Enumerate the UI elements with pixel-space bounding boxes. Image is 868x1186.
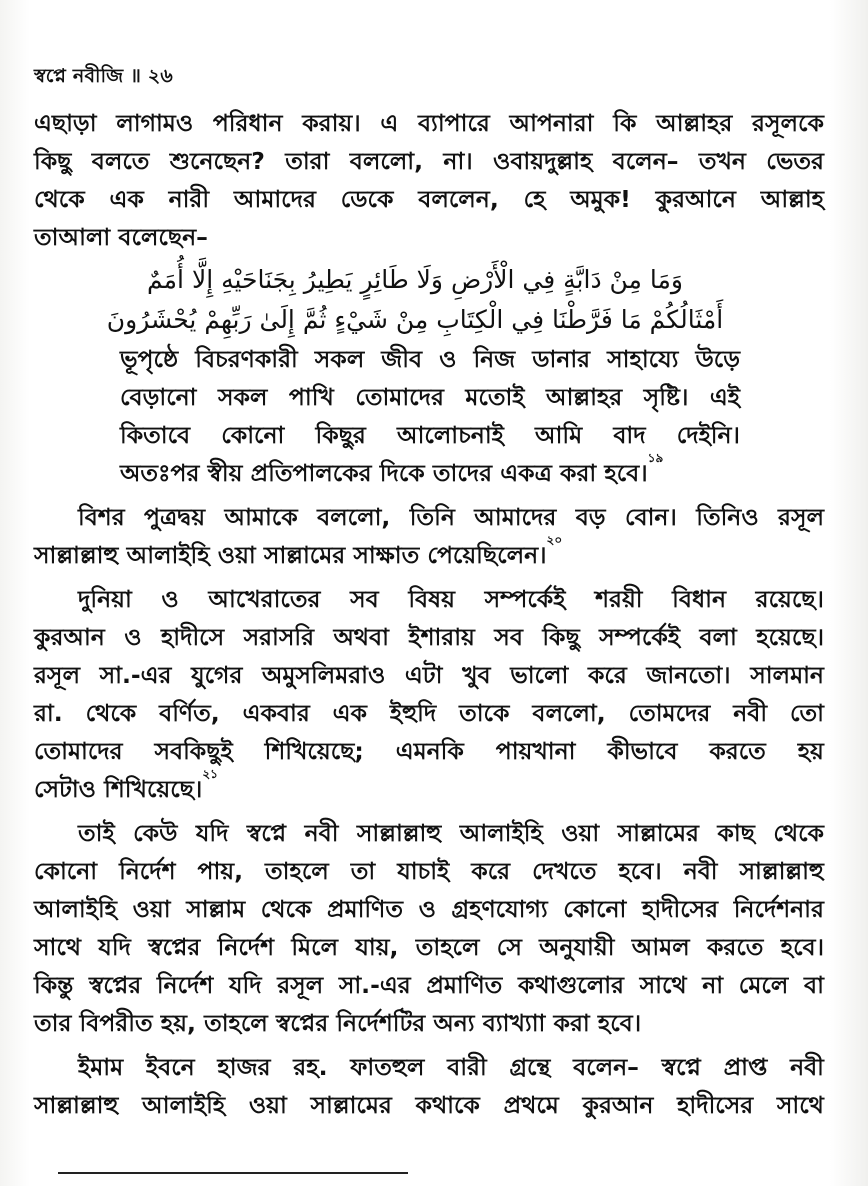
word: এমনকি <box>395 737 464 765</box>
word: কুরআনে <box>655 185 736 213</box>
word: একবার <box>242 699 310 727</box>
word: কথাকে <box>415 1091 480 1119</box>
word: নির্দেশনার <box>733 895 824 923</box>
word: তো <box>789 699 824 727</box>
arabic-line: وَمَا مِنْ دَابَّةٍ فِي الْأَرْضِ وَلَا طَائِرٍ يَطِيرُ بِجَنَاحَيْهِ إِلَّا أُمَمٌ <box>147 265 683 294</box>
text-line <box>120 416 740 454</box>
word: আপনারা <box>509 109 594 137</box>
word: বিশর <box>78 503 125 531</box>
word: বলেন– <box>573 1053 639 1081</box>
word: নবী <box>733 699 768 727</box>
word: যাচাই <box>397 857 450 885</box>
text-line <box>34 180 824 218</box>
word: সা.-এর <box>338 971 411 999</box>
word: আমি <box>535 421 583 449</box>
text-line <box>120 340 740 378</box>
word: পাখি <box>288 383 334 411</box>
word: ইমাম <box>78 1053 124 1081</box>
word: সাল্লামের <box>617 819 699 847</box>
word: রসূল <box>277 971 324 999</box>
word: অমুক! <box>570 185 631 213</box>
word: অথবা <box>333 623 389 651</box>
word: ভেতর <box>766 147 824 175</box>
word: কিতাবে <box>120 421 191 449</box>
word: হয় <box>797 737 824 765</box>
word: আমল <box>631 933 690 961</box>
text-line <box>34 142 824 180</box>
word: কাছ <box>717 819 755 847</box>
word: মেলে <box>738 971 789 999</box>
word: শিখিয়েছে; <box>264 737 364 765</box>
word: এক <box>332 699 367 727</box>
footnote-ref: ১৯ <box>647 451 664 465</box>
word: সাথে <box>639 971 687 999</box>
word: ভূপৃষ্ঠে <box>120 345 179 373</box>
word: জীব <box>381 345 423 373</box>
word: সৃষ্টি। <box>643 383 689 411</box>
word: হে <box>523 185 546 213</box>
word: আল্লাহর <box>545 383 623 411</box>
word: ওয়া <box>248 1091 287 1119</box>
text-line <box>34 966 824 1004</box>
word: আলাইহি <box>459 819 543 847</box>
footnote-ref: ২০ <box>546 533 563 547</box>
word: রয়েছে। <box>755 585 824 613</box>
word: নিজ <box>473 345 516 373</box>
word: এক <box>109 185 144 213</box>
word: করে <box>587 661 627 689</box>
word: প্রমাণিত <box>327 895 403 923</box>
word: সকল <box>314 345 365 373</box>
word: নবী <box>304 819 339 847</box>
word: কীভাবে <box>607 737 678 765</box>
text-line <box>34 498 824 536</box>
word: তা <box>350 857 376 885</box>
word: সাল্লাল্লাহু <box>739 857 824 885</box>
text-line: অতঃপর স্বীয় প্রতিপালকের দিকে তাদের একত্র করা হবে।$^{১৯}$ <box>120 451 664 487</box>
word: আলাইহি <box>34 895 118 923</box>
word: তোমদের <box>628 699 711 727</box>
word: ডেকে <box>340 185 394 213</box>
word: প্রথমে <box>503 1091 559 1119</box>
word: থেকে <box>85 699 137 727</box>
word: এটা <box>404 661 443 689</box>
word: এ <box>380 109 399 137</box>
word: নবী <box>683 857 718 885</box>
word: ডানার <box>532 345 591 373</box>
word: বোন। <box>624 503 677 531</box>
word: করতে <box>706 933 764 961</box>
word: গ্রন্থে <box>509 1053 551 1081</box>
word: রা. <box>34 699 63 727</box>
word: রসূল <box>778 503 824 531</box>
word: না। <box>443 147 473 175</box>
word: হাদীসে <box>160 623 225 651</box>
word: নির্দেশ <box>217 933 275 961</box>
word: থেকে <box>773 819 824 847</box>
word: ওয়া <box>132 895 171 923</box>
word: সাল্লামের <box>310 1091 392 1119</box>
text-line <box>34 1048 824 1086</box>
word: আমাকে <box>224 503 298 531</box>
paragraph-2 <box>34 498 824 574</box>
verse-translation <box>34 340 740 492</box>
word: বিচরণকারী <box>195 345 298 373</box>
word: এছাড়া <box>34 109 97 137</box>
word: রসূল <box>34 661 80 689</box>
word: প্রাপ্ত <box>723 1053 768 1081</box>
word: এই <box>709 383 740 411</box>
arabic-line: أَمْثَالُكُمْ مَا فَرَّطْنَا فِي الْكِتَابِ مِنْ شَيْءٍ ثُمَّ إِلَىٰ رَبِّهِمْ يُحْشَرُونَ <box>106 305 724 334</box>
text-line <box>34 890 824 928</box>
text-line <box>34 618 824 656</box>
word: অনুযায়ী <box>539 933 615 961</box>
word: বর্ণিত, <box>159 699 220 727</box>
word: কোনো <box>221 421 285 449</box>
word: হবে। <box>780 933 824 961</box>
word: মিলে <box>291 933 339 961</box>
text-line <box>34 1086 824 1124</box>
text-line: সেটাও শিখিয়েছে।$^{২১}$ <box>34 767 218 803</box>
word: নবী <box>790 1053 824 1081</box>
word: বলেন– <box>612 147 679 175</box>
word: হাদীসের <box>677 1091 754 1119</box>
word: হাদীসের <box>641 895 719 923</box>
word: কিছুর <box>315 421 366 449</box>
word: ইবনে <box>145 1053 195 1081</box>
page-body <box>34 104 824 1124</box>
text-line: সাল্লাল্লাহু আলাইহি ওয়া সাল্লামের সাক্ষাত পেয়েছিলেন।$^{২০}$ <box>34 533 563 569</box>
text-line <box>34 928 824 966</box>
word: কুরআন <box>34 623 105 651</box>
word: সব <box>350 585 379 613</box>
word: তাহলে <box>415 933 480 961</box>
word: তোমাদের <box>355 383 444 411</box>
footnote-ref: ২১ <box>202 767 218 781</box>
word: কুরআন <box>582 1091 654 1119</box>
word: আলোচনাই <box>396 421 504 449</box>
word: বললো, <box>532 699 606 727</box>
word: যদি <box>195 819 229 847</box>
word: হয়েছে। <box>756 623 824 651</box>
word: পরিধান <box>212 109 283 137</box>
word: হাজর <box>217 1053 271 1081</box>
word: বললো, <box>349 147 424 175</box>
word: দেইনি। <box>676 421 740 449</box>
word: আমাদের <box>233 185 316 213</box>
word: তিনি <box>409 503 455 531</box>
word: ও <box>124 623 142 651</box>
word: তারা <box>285 147 330 175</box>
word: সকল <box>217 383 268 411</box>
word: সা.-এর <box>99 661 172 689</box>
word: সে <box>496 933 522 961</box>
footnote-divider <box>58 1172 408 1174</box>
word: রসূলকে <box>752 109 824 137</box>
word: বলতে <box>91 147 150 175</box>
word: অমুসলিমরাও <box>262 661 386 689</box>
text-line <box>34 656 824 694</box>
text-line <box>34 732 824 770</box>
text-line <box>34 814 824 852</box>
word: সব <box>494 623 523 651</box>
word: কি <box>613 109 637 137</box>
word: দেখতে <box>532 857 597 885</box>
word: পায়, <box>197 857 244 885</box>
word: সালমান <box>750 661 824 689</box>
word: সাথে <box>776 1091 824 1119</box>
word: বললো, <box>317 503 391 531</box>
word: সাথে <box>34 933 81 961</box>
word: কিছু <box>542 623 580 651</box>
word: না <box>702 971 724 999</box>
word: উড়ে <box>695 345 740 373</box>
word: হবে। <box>618 857 662 885</box>
word: সাল্লাল্লাহু <box>34 1091 119 1119</box>
word: বেড়ানো <box>120 383 197 411</box>
word: সাহায্যে <box>607 345 679 373</box>
word: ও <box>161 585 179 613</box>
text-line <box>34 104 824 142</box>
word: প্রমাণিত <box>426 971 503 999</box>
word: করে <box>471 857 511 885</box>
word: আলাইহি <box>142 1091 226 1119</box>
word: যদি <box>98 933 131 961</box>
word: ও <box>439 345 457 373</box>
word: আল্লাহ <box>760 185 824 213</box>
word: বলা <box>699 623 737 651</box>
word: তখন <box>698 147 746 175</box>
text-line <box>120 378 740 416</box>
word: যুগের <box>191 661 243 689</box>
word: সাল্লাল্লাহু <box>356 819 442 847</box>
word: সরাসরি <box>243 623 315 651</box>
word: ওবায়দুল্লাহ <box>493 147 593 175</box>
text-line: তাআলা বলেছেন– <box>34 223 208 251</box>
word: কোনো <box>34 857 98 885</box>
word: থেকে <box>34 185 85 213</box>
word: খুব <box>462 661 491 689</box>
word: তাহলে <box>265 857 329 885</box>
word: কোনো <box>563 895 627 923</box>
paragraph-3 <box>34 580 824 808</box>
word: স্বপ্নের <box>148 933 201 961</box>
word: রহ. <box>293 1053 328 1081</box>
word: বা <box>803 971 824 999</box>
word: বারী <box>447 1053 487 1081</box>
word: তাই <box>78 819 115 847</box>
word: তিনিও <box>696 503 759 531</box>
word: বললেন, <box>418 185 499 213</box>
arabic-verse <box>34 260 824 340</box>
word: নারী <box>168 185 210 213</box>
word: আমাদের <box>474 503 557 531</box>
word: যদি <box>228 971 262 999</box>
word: গ্রহণযোগ্য <box>451 895 548 923</box>
word: কিছু <box>34 147 72 175</box>
word: আল্লাহর <box>656 109 733 137</box>
word: বড় <box>575 503 606 531</box>
word: দুনিয়া <box>78 585 132 613</box>
word: থেকে <box>260 895 312 923</box>
word: ইশারায় <box>408 623 475 651</box>
word: করতে <box>709 737 766 765</box>
word: পায়খানা <box>495 737 576 765</box>
word: তোমাদের <box>34 737 123 765</box>
word: ও <box>418 895 436 923</box>
word: বিষয় <box>408 585 455 613</box>
word: শরয়ী <box>595 585 643 613</box>
text-line <box>34 580 824 618</box>
word: করায়। <box>302 109 361 137</box>
word: মতোই <box>465 383 525 411</box>
word: আখেরাতের <box>208 585 321 613</box>
word: সম্পর্কেই <box>599 623 681 651</box>
word: বিধান <box>672 585 726 613</box>
word: সবকিছুই <box>154 737 233 765</box>
paragraph-1 <box>34 104 824 256</box>
word: যায়, <box>355 933 399 961</box>
word: ইহুদি <box>389 699 437 727</box>
text-line <box>34 852 824 890</box>
text-line <box>34 694 824 732</box>
running-header: স্বপ্নে নবীজি ॥ ২৬ <box>34 65 173 87</box>
word: সম্পর্কেই <box>484 585 566 613</box>
word: ওয়া <box>561 819 600 847</box>
word: কথাগুলোর <box>517 971 624 999</box>
word: নির্দেশ <box>156 971 214 999</box>
word: নির্দেশ <box>119 857 176 885</box>
word: কিন্তু <box>34 971 74 999</box>
word: ভালো <box>510 661 569 689</box>
word: ফাতহুল <box>350 1053 425 1081</box>
word: বাদ <box>613 421 646 449</box>
text-line: তার বিপরীত হয়, তাহলে স্বপ্নের নির্দেশটির অন্য ব্যাখ্যাা করা হবে। <box>34 1009 642 1037</box>
word: স্বপ্নে <box>661 1053 701 1081</box>
word: কেউ <box>133 819 178 847</box>
word: শুনেছেন? <box>169 147 265 175</box>
word: স্বপ্নের <box>89 971 142 999</box>
word: তাকে <box>459 699 510 727</box>
word: সাল্লাম <box>186 895 246 923</box>
word: জানতো। <box>646 661 731 689</box>
word: স্বপ্নে <box>246 819 287 847</box>
word: পুত্রদ্বয় <box>144 503 206 531</box>
word: ব্যাপারে <box>417 109 490 137</box>
paragraph-5 <box>34 1048 824 1124</box>
paragraph-4 <box>34 814 824 1042</box>
word: লাগামও <box>116 109 194 137</box>
